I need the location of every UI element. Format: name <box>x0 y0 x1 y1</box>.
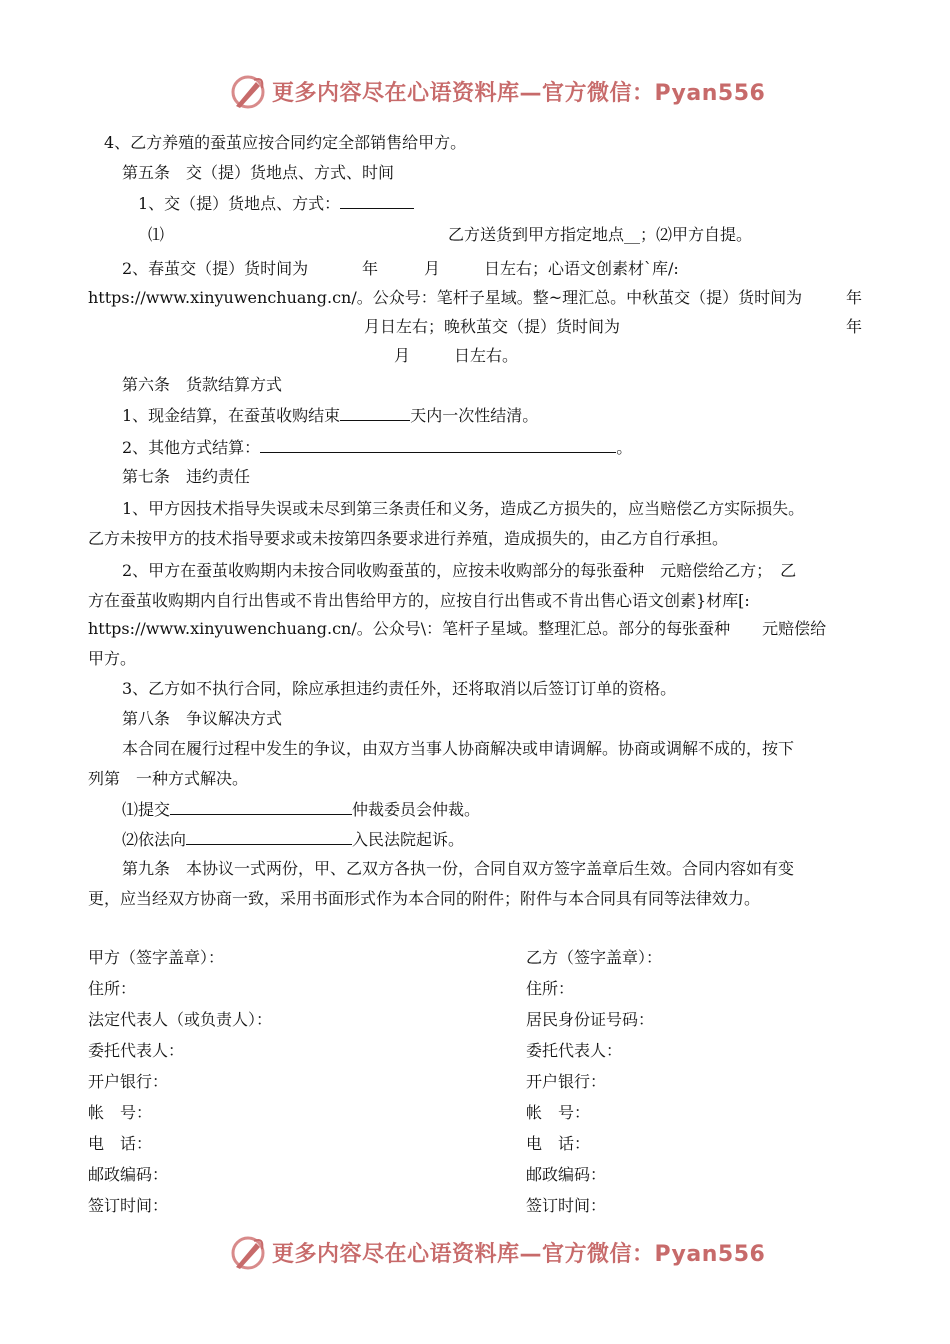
arbitration-label: ⑴提交 <box>122 800 171 819</box>
article-7-item-2-line1: 2、甲方在蚕茧收购期内未按合同收购蚕茧的，应按未收购部分的每张蚕种 元赔偿给乙方； 乙 <box>122 561 797 580</box>
quill-logo-icon <box>228 1233 268 1273</box>
spring-year: 年 <box>362 259 379 278</box>
article-5-item-1-label: 1、交（提）货地点、方式： <box>138 194 341 213</box>
header-watermark-banner <box>0 70 950 114</box>
item-4: 4、乙方养殖的蚕茧应按合同约定全部销售给甲方。 <box>104 133 467 152</box>
court-name-blank <box>186 824 352 845</box>
court-label: ⑵依法向 <box>122 830 187 849</box>
article-5-title: 第五条 交（提）货地点、方式、时间 <box>122 163 395 182</box>
party-a-legal-rep-label: 法定代表人（或负责人）： <box>88 1010 273 1029</box>
party-a-address-label: 住所： <box>88 979 137 998</box>
article-7-item-2-line2: 方在蚕茧收购期内自行出售或不肯出售给甲方的，应按自行出售或不肯出售心语文创素}材库[: <box>88 591 750 610</box>
party-a-postcode-label: 邮政编码： <box>88 1165 169 1184</box>
court-suffix: 入民法院起诉。 <box>352 830 465 849</box>
quill-logo-icon <box>228 72 268 112</box>
arbitration-suffix: 仲裁委员会仲裁。 <box>352 800 481 819</box>
article-7-item-1-line1: 1、甲方因技术指导失误或未尽到第三条责任和义务，造成乙方损失的，应当赔偿乙方实际损失。 <box>122 499 805 518</box>
other-settlement-blank <box>260 432 616 453</box>
article-7-item-3: 3、乙方如不执行合同，除应承担违约责任外，还将取消以后签订订单的资格。 <box>122 679 677 698</box>
arbitration-committee-blank <box>170 794 352 815</box>
article-6-item-1 <box>122 400 898 430</box>
party-b-address-label: 住所： <box>526 979 575 998</box>
party-b-postcode-label: 邮政编码： <box>526 1165 607 1184</box>
spring-month: 月 <box>424 259 441 278</box>
party-b-account-label: 帐 号： <box>526 1103 591 1122</box>
article-6-item-2 <box>122 432 898 462</box>
other-settlement-suffix: 。 <box>616 438 633 457</box>
source-url-line-1: https://www.xinyuwenchuang.cn/。公众号：笔杆子星域。整~理汇总。中秋茧交（提）货时间为 <box>88 288 803 307</box>
article-5-item-1a-prefix: ⑴ <box>148 225 165 244</box>
party-a-bank-label: 开户银行： <box>88 1072 169 1091</box>
article-5-item-1 <box>138 188 914 218</box>
other-settlement-label: 2、其他方式结算： <box>122 438 261 457</box>
banner-text: 更多内容尽在心语资料库—官方微信：Pyan556 <box>272 1242 766 1267</box>
article-8-option-2 <box>122 824 898 854</box>
party-b-bank-label: 开户银行： <box>526 1072 607 1091</box>
late-autumn-month: 月 <box>394 346 411 365</box>
cash-settlement-label: 1、现金结算，在蚕茧收购结束 <box>122 406 341 425</box>
spring-delivery-label: 2、春茧交（提）货时间为 <box>122 259 309 278</box>
spring-day-text: 日左右；心语文创素材`库/: <box>484 259 679 278</box>
mid-autumn-year: 年 <box>846 288 863 307</box>
party-a-sign-label: 甲方（签字盖章）： <box>88 948 225 967</box>
article-8-option-1 <box>122 794 898 824</box>
settlement-days-blank <box>340 400 410 421</box>
party-a-date-label: 签订时间： <box>88 1196 169 1215</box>
article-9-line2: 更，应当经双方协商一致，采用书面形式作为本合同的附件；附件与本合同具有同等法律效力。 <box>88 889 761 908</box>
article-7-title: 第七条 违约责任 <box>122 467 251 486</box>
article-7-item-2-line3: https://www.xinyuwenchuang.cn/。公众号\：笔杆子星域。整理汇总。部分的每张蚕种 元赔偿给 <box>88 619 827 638</box>
article-6-title: 第六条 货款结算方式 <box>122 375 283 394</box>
delivery-place-blank <box>340 188 414 209</box>
article-7-item-1-line2: 乙方未按甲方的技术指导要求或未按第四条要求进行养殖，造成损失的，由乙方自行承担。 <box>88 529 729 548</box>
banner-text: 更多内容尽在心语资料库—官方微信：Pyan556 <box>272 81 766 106</box>
article-8-title: 第八条 争议解决方式 <box>122 709 283 728</box>
article-5-item-1a-text: 乙方送货到甲方指定地点__；⑵甲方自提。 <box>448 225 753 244</box>
party-b-id-number-label: 居民身份证号码： <box>526 1010 655 1029</box>
party-b-date-label: 签订时间： <box>526 1196 607 1215</box>
late-autumn-delivery-label: 月日左右；晚秋茧交（提）货时间为 <box>364 317 621 336</box>
party-a-phone-label: 电 话： <box>88 1134 153 1153</box>
article-7-item-2-line4: 甲方。 <box>88 649 137 668</box>
party-b-sign-label: 乙方（签字盖章）： <box>526 948 663 967</box>
article-9-line1: 第九条 本协议一式两份，甲、乙双方各执一份，合同自双方签字盖章后生效。合同内容如有变 <box>122 859 795 878</box>
late-autumn-year: 年 <box>846 317 863 336</box>
party-b-phone-label: 电 话： <box>526 1134 591 1153</box>
party-a-agent-label: 委托代表人： <box>88 1041 185 1060</box>
footer-watermark-banner <box>0 1231 950 1275</box>
party-a-account-label: 帐 号： <box>88 1103 153 1122</box>
article-8-line1: 本合同在履行过程中发生的争议，由双方当事人协商解决或申请调解。协商或调解不成的，按下 <box>122 739 795 758</box>
article-8-line2: 列第 一种方式解决。 <box>88 769 249 788</box>
late-autumn-day: 日左右。 <box>454 346 519 365</box>
party-b-agent-label: 委托代表人： <box>526 1041 623 1060</box>
cash-settlement-suffix: 天内一次性结清。 <box>410 406 539 425</box>
